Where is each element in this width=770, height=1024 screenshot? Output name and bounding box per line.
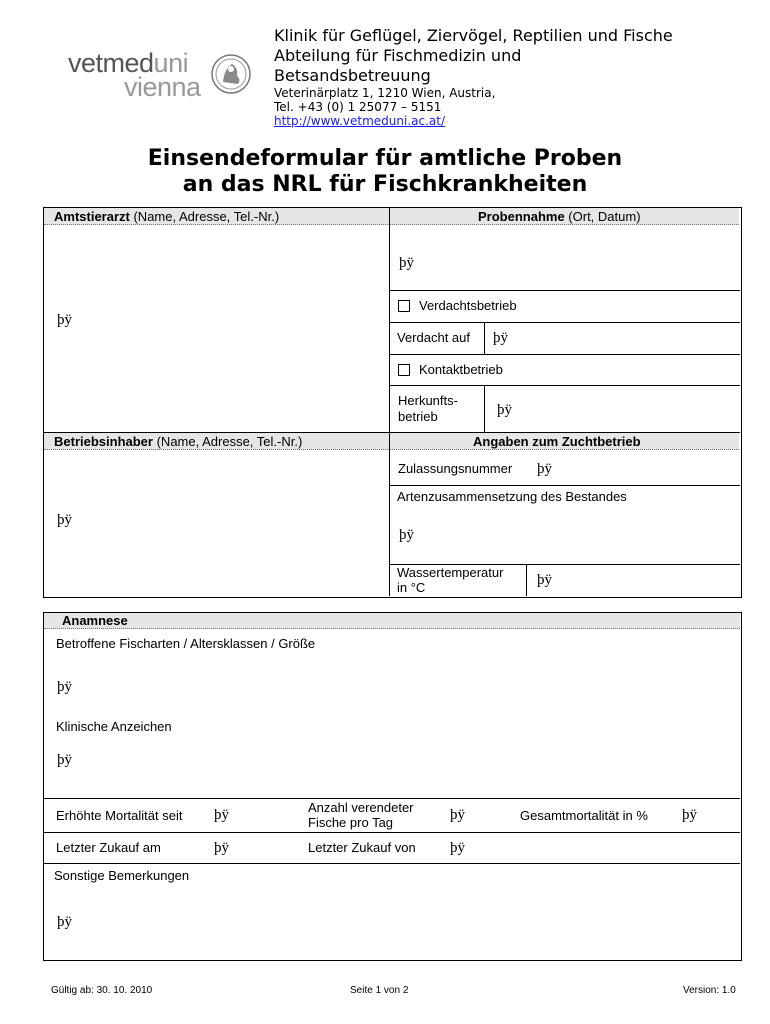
sample-info-table [43,207,742,598]
mortalitaet-seit-field[interactable]: þÿ [214,807,229,823]
anzahl-verendeter-label: Anzahl verendeter Fische pro Tag [308,800,414,830]
gesamtmortalitaet-field[interactable]: þÿ [682,807,697,823]
zulassungsnummer-field[interactable]: þÿ [537,461,552,477]
zukauf-am-field[interactable]: þÿ [214,840,229,856]
form-title-line2: an das NRL für Fischkrankheiten [182,172,588,197]
anzahl-verendeter-field[interactable]: þÿ [450,807,465,823]
zukauf-am-label: Letzter Zukauf am [56,840,161,855]
kontaktbetrieb-label: Kontaktbetrieb [419,362,503,377]
gesamtmortalitaet-label: Gesamtmortalität in % [520,808,648,823]
sonstige-bemerkungen-label: Sonstige Bemerkungen [54,868,190,883]
kontaktbetrieb-checkbox[interactable] [398,364,410,376]
clinic-phone: Tel. +43 (0) 1 25077 – 5151 [274,100,442,114]
logo-text-vetmed: vetmed [68,48,154,78]
herkunftsbetrieb-field[interactable]: þÿ [497,402,512,418]
amtstierarzt-header: Amtstierarzt (Name, Adresse, Tel.-Nr.) [54,209,280,224]
artenzusammensetzung-field[interactable]: þÿ [399,527,414,543]
fischarten-label: Betroffene Fischarten / Altersklassen / Größe [56,636,316,651]
sonstige-bemerkungen-field[interactable]: þÿ [57,914,72,930]
klinische-anzeichen-field[interactable]: þÿ [57,752,72,768]
anamnese-header: Anamnese [62,613,128,628]
betriebsinhaber-field[interactable]: þÿ [57,512,72,528]
verdacht-auf-field[interactable]: þÿ [493,330,508,346]
university-logo [68,48,268,102]
clinic-address: Veterinärplatz 1, 1210 Wien, Austria, [274,86,496,100]
betriebsinhaber-header: Betriebsinhaber (Name, Adresse, Tel.-Nr.) [54,434,303,449]
clinic-name-line3: Betsandsbetreuung [274,66,431,85]
zukauf-von-label: Letzter Zukauf von [308,840,416,855]
verdachtsbetrieb-checkbox[interactable] [398,300,410,312]
probennahme-field[interactable]: þÿ [399,255,414,271]
mortalitaet-seit-label: Erhöhte Mortalität seit [56,808,183,823]
probennahme-header: Probennahme (Ort, Datum) [478,209,641,224]
footer-version: Version: 1.0 [683,985,736,996]
wassertemperatur-label: Wassertemperatur in °C [397,565,504,595]
clinic-name-line2: Abteilung für Fischmedizin und [274,46,522,65]
anamnese-table [43,612,742,961]
university-seal-icon [210,52,252,96]
zulassungsnummer-label: Zulassungsnummer [398,461,513,476]
logo-text-vienna: vienna [124,72,201,102]
footer-page-number: Seite 1 von 2 [350,985,409,996]
form-title-line1: Einsendeformular für amtliche Proben [147,146,623,171]
wassertemperatur-field[interactable]: þÿ [537,572,552,588]
zukauf-von-field[interactable]: þÿ [450,840,465,856]
zuchtbetrieb-header: Angaben zum Zuchtbetrieb [473,434,641,449]
clinic-name-line1: Klinik für Geflügel, Ziervögel, Reptilien und Fische [274,26,673,45]
website-link[interactable]: http://www.vetmeduni.ac.at/ [274,114,446,128]
footer-valid-from: Gültig ab: 30. 10. 2010 [51,985,153,996]
amtstierarzt-field[interactable]: þÿ [57,312,72,328]
herkunftsbetrieb-label: Herkunfts- betrieb [398,393,458,424]
fischarten-field[interactable]: þÿ [57,679,72,695]
verdacht-auf-label: Verdacht auf [397,330,470,345]
verdachtsbetrieb-label: Verdachtsbetrieb [419,298,517,313]
artenzusammensetzung-label: Artenzusammensetzung des Bestandes [397,489,627,504]
logo-text-uni: uni [153,48,189,78]
klinische-anzeichen-label: Klinische Anzeichen [56,719,172,734]
